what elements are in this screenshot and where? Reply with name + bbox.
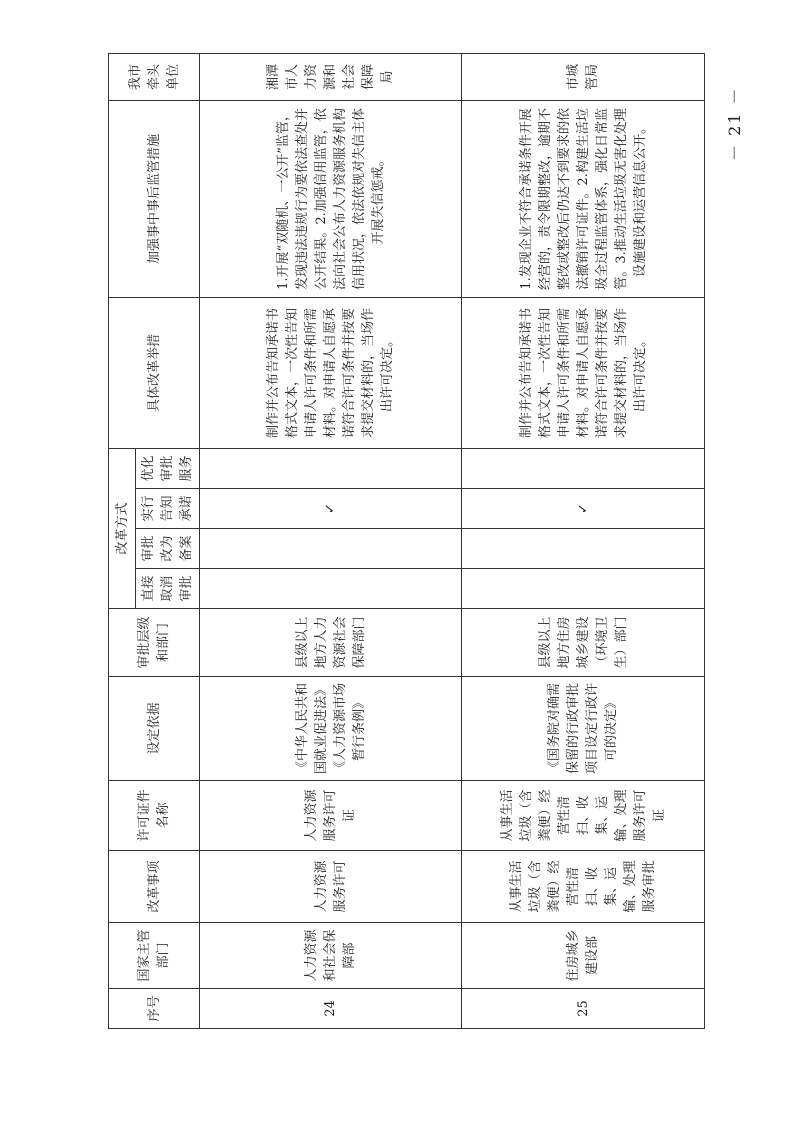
cell-supervision: 1.发现企业不符合承诺条件开展经营的，责令限期整改，逾期不整改或整改后仍达不到要求的依法撤销许可证件。2.构建生活垃圾全过程监管体系，强化日常监管。3.推动生活垃圾无害化处理设施建设和运营信息公开。 — [462, 100, 705, 297]
cell-level: 县级以上地方住房城乡建设（环境卫生）部门 — [462, 609, 705, 677]
table-row — [200, 53, 462, 1028]
header-measures: 具体改革举措 — [109, 297, 200, 448]
header-reform-mode: 改革方式 — [109, 448, 136, 608]
cell-lead: 市城管局 — [462, 53, 705, 100]
header-level: 审批层级和部门 — [109, 609, 200, 677]
reform-table — [108, 53, 705, 1029]
cell-measures: 制作并公布告知承诺书格式文本，一次性告知申请人许可条件和所需材料。对申请人自愿承诺符合许可条件并按要求提交材料的，当场作出许可决定。 — [462, 297, 705, 448]
cell-mode-cancel — [462, 569, 705, 609]
cell-measures: 制作并公布告知承诺书格式文本，一次性告知申请人许可条件和所需材料。对申请人自愿承诺符合许可条件并按要求提交材料的，当场作出许可决定。 — [200, 297, 462, 448]
header-license: 许可证件名称 — [109, 781, 200, 851]
cell-seq: 24 — [200, 989, 462, 1029]
cell-supervision: 1.开展“双随机、一公开”监管，发现违法违规行为要依法查处并公开结果。2.加强信用监管，依法向社会公布人力资源服务机构信用状况，依法依规对失信主体开展失信惩戒。 — [200, 100, 462, 297]
header-row-1 — [109, 53, 136, 1028]
cell-mode-optimize — [462, 448, 705, 488]
header-basis: 设定依据 — [109, 677, 200, 781]
header-mode-commit: 实行告知承诺 — [136, 489, 200, 529]
cell-ministry: 人力资源和社会保障部 — [200, 923, 462, 989]
table-row — [462, 53, 705, 1028]
header-supervision: 加强事中事后监管措施 — [109, 100, 200, 297]
cell-mode-commit: ✓ — [462, 489, 705, 529]
header-mode-cancel: 直接取消审批 — [136, 569, 200, 609]
cell-seq: 25 — [462, 989, 705, 1029]
page-number: － 21 － — [725, 86, 744, 161]
header-item: 改革事项 — [109, 851, 200, 923]
cell-ministry: 住房城乡建设部 — [462, 923, 705, 989]
header-lead: 我市牵头单位 — [109, 53, 200, 100]
header-mode-record: 审批改为备案 — [136, 529, 200, 569]
cell-item: 从事生活垃圾（含粪便）经营性清扫、收集、运输、处理服务审批 — [462, 851, 705, 923]
cell-item: 人力资源服务许可 — [200, 851, 462, 923]
header-mode-optimize: 优化审批服务 — [136, 448, 200, 488]
cell-license: 人力资源服务许可证 — [200, 781, 462, 851]
cell-mode-record — [462, 529, 705, 569]
cell-mode-record — [200, 529, 462, 569]
cell-mode-cancel — [200, 569, 462, 609]
cell-basis: 《中华人民共和国就业促进法》《人力资源市场暂行条例》 — [200, 677, 462, 781]
header-ministry: 国家主管部门 — [109, 923, 200, 989]
header-seq: 序号 — [109, 989, 200, 1029]
cell-license: 从事生活垃圾（含粪便）经营性清扫、收集、运输、处理服务许可证 — [462, 781, 705, 851]
cell-lead: 湘潭市人力资源和社会保障局 — [200, 53, 462, 100]
cell-basis: 《国务院对确需保留的行政审批项目设定行政许可的决定》 — [462, 677, 705, 781]
cell-mode-optimize — [200, 448, 462, 488]
cell-mode-commit: ✓ — [200, 489, 462, 529]
cell-level: 县级以上地方人力资源社会保障部门 — [200, 609, 462, 677]
